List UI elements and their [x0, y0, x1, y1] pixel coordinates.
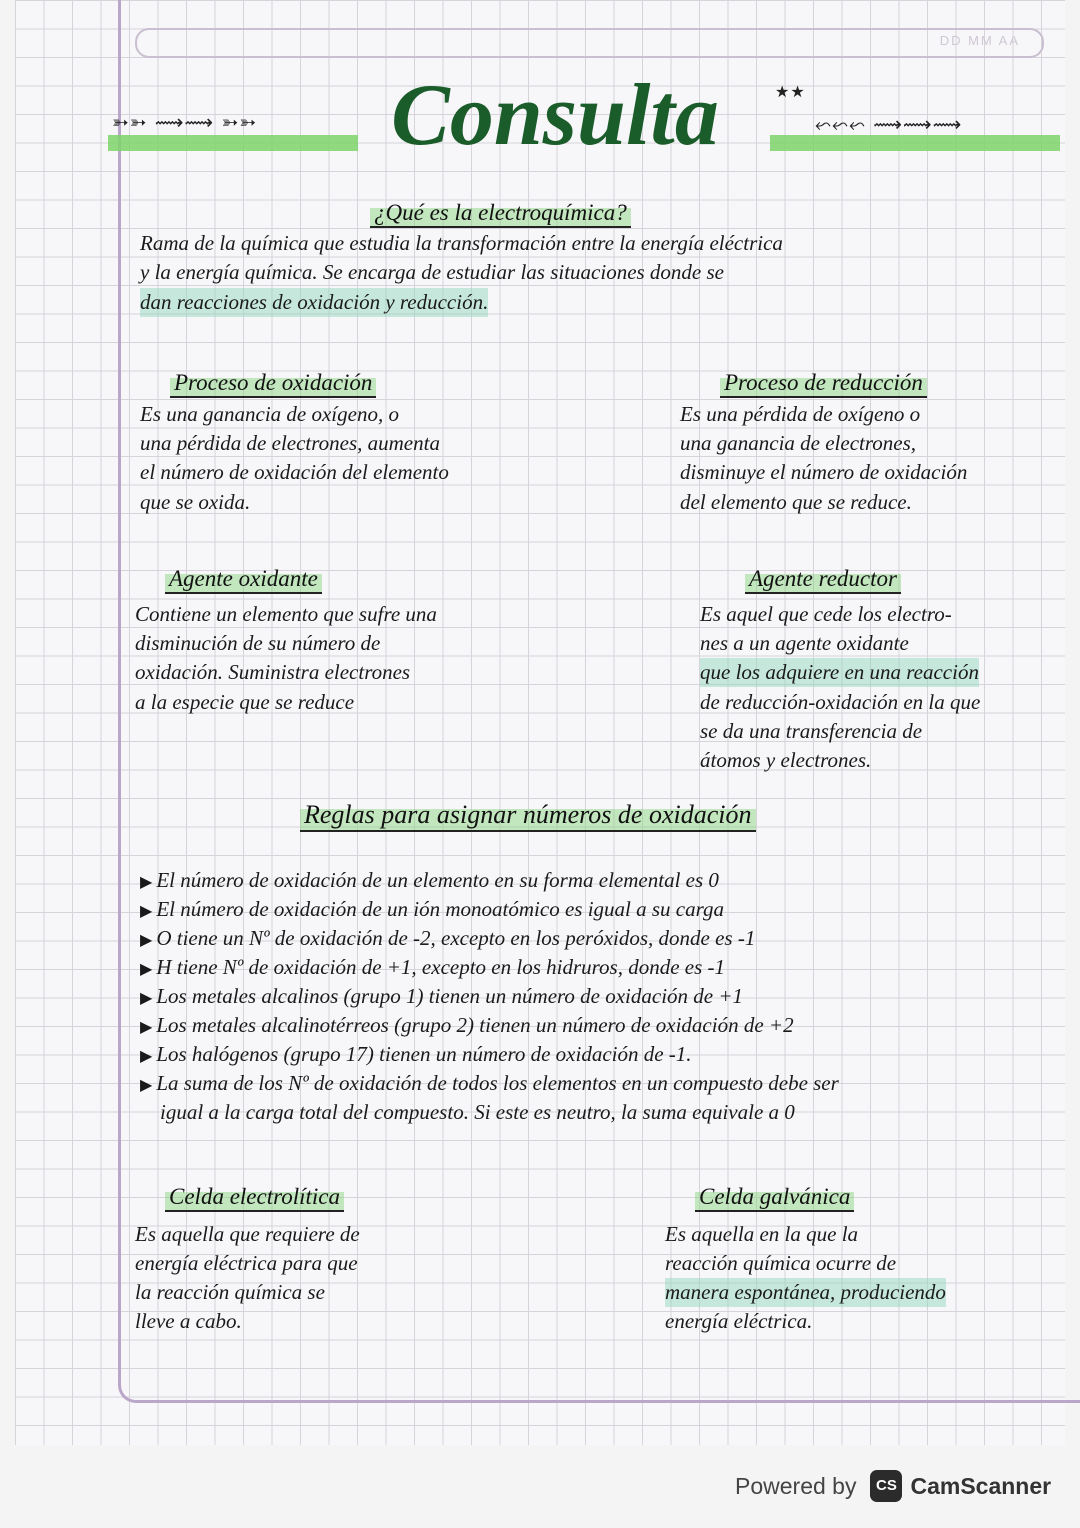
- reduction-line: disminuye el número de oxidación: [680, 460, 968, 484]
- rule-item: ▶ H tiene Nº de oxidación de +1, excepto en los hidruros, donde es -1: [140, 953, 725, 984]
- intro-line: y la energía química. Se encarga de estudiar las situaciones donde se: [140, 260, 725, 284]
- oxidation-line: el número de oxidación del elemento: [140, 460, 449, 484]
- vine-decoration-right: ⬿⬿⬿ ⟿⟿⟿: [815, 112, 963, 136]
- rule-item: ▶ El número de oxidación de un elemento en su forma elemental es 0: [140, 866, 719, 897]
- rule-item: ▶ Los metales alcalinotérreos (grupo 2) tienen un número de oxidación de +2: [140, 1011, 794, 1042]
- oxidizing-agent-line: a la especie que se reduce: [135, 690, 355, 714]
- electrolytic-cell-heading: Celda electrolítica: [165, 1184, 344, 1212]
- reducing-agent-line: nes a un agente oxidante: [700, 631, 909, 655]
- galvanic-line: Es aquella en la que la: [665, 1222, 859, 1246]
- electrolytic-line: Es aquella que requiere de: [135, 1222, 360, 1246]
- title-highlight-right: [770, 135, 1060, 151]
- rule-item: ▶ Los halógenos (grupo 17) tienen un número de oxidación de -1.: [140, 1040, 692, 1071]
- date-placeholder: DD MM AA: [939, 33, 1020, 48]
- vine-decoration-left: ➳➳ ⟿⟿ ➳➳: [112, 110, 258, 134]
- reducing-agent-line: que los adquiere en una reacción: [700, 658, 979, 687]
- electrolytic-line: la reacción química se: [135, 1280, 325, 1304]
- galvanic-line: manera espontánea, produciendo: [665, 1278, 946, 1307]
- title-highlight-left: [108, 135, 358, 151]
- camscanner-icon: CS: [870, 1470, 902, 1502]
- camscanner-footer: [735, 1470, 1051, 1502]
- reducing-agent-heading: Agente reductor: [745, 566, 901, 594]
- rule-item: ▶ Los metales alcalinos (grupo 1) tienen un número de oxidación de +1: [140, 982, 743, 1013]
- stars-decoration: ★★: [775, 82, 806, 101]
- camscanner-brand: CamScanner: [910, 1472, 1052, 1499]
- reduction-line: del elemento que se reduce.: [680, 490, 912, 514]
- reducing-agent-line: Es aquel que cede los electro-: [700, 602, 952, 626]
- intro-line: Rama de la química que estudia la transformación entre la energía eléctrica: [140, 231, 783, 255]
- reduction-line: una ganancia de electrones,: [680, 431, 916, 455]
- reduction-line: Es una pérdida de oxígeno o: [680, 402, 921, 426]
- rule-item: ▶ La suma de los Nº de oxidación de todos los elementos en un compuesto debe ser: [140, 1069, 839, 1100]
- reducing-agent-line: átomos y electrones.: [700, 748, 872, 772]
- galvanic-cell-heading: Celda galvánica: [695, 1184, 854, 1212]
- rule-item-continuation: igual a la carga total del compuesto. Si este es neutro, la suma equivale a 0: [160, 1100, 795, 1124]
- reduction-heading: Proceso de reducción: [720, 370, 927, 398]
- oxidation-line: Es una ganancia de oxígeno, o: [140, 402, 399, 426]
- intro-question: ¿Qué es la electroquímica?: [370, 200, 631, 228]
- oxidation-line: que se oxida.: [140, 490, 251, 514]
- camscanner-logo: [870, 1470, 1051, 1502]
- galvanic-line: reacción química ocurre de: [665, 1251, 897, 1275]
- reducing-agent-line: se da una transferencia de: [700, 719, 923, 743]
- rule-item: ▶ O tiene un Nº de oxidación de -2, excepto en los peróxidos, donde es -1: [140, 924, 755, 955]
- oxidation-line: una pérdida de electrones, aumenta: [140, 431, 440, 455]
- oxidizing-agent-heading: Agente oxidante: [165, 566, 322, 594]
- oxidizing-agent-line: disminución de su número de: [135, 631, 381, 655]
- reducing-agent-line: de reducción-oxidación en la que: [700, 690, 981, 714]
- date-bar: [135, 28, 1044, 58]
- galvanic-line: energía eléctrica.: [665, 1309, 813, 1333]
- oxidation-heading: Proceso de oxidación: [170, 370, 376, 398]
- oxidizing-agent-line: oxidación. Suministra electrones: [135, 660, 411, 684]
- oxidizing-agent-line: Contiene un elemento que sufre una: [135, 602, 437, 626]
- electrolytic-line: energía eléctrica para que: [135, 1251, 358, 1275]
- intro-line: dan reacciones de oxidación y reducción.: [140, 288, 488, 317]
- rule-item: ▶ El número de oxidación de un ión monoatómico es igual a su carga: [140, 895, 724, 926]
- rules-heading: Reglas para asignar números de oxidación: [300, 800, 756, 832]
- powered-by-label: Powered by: [735, 1472, 857, 1499]
- electrolytic-line: lleve a cabo.: [135, 1309, 242, 1333]
- page-title: Consulta: [391, 67, 719, 164]
